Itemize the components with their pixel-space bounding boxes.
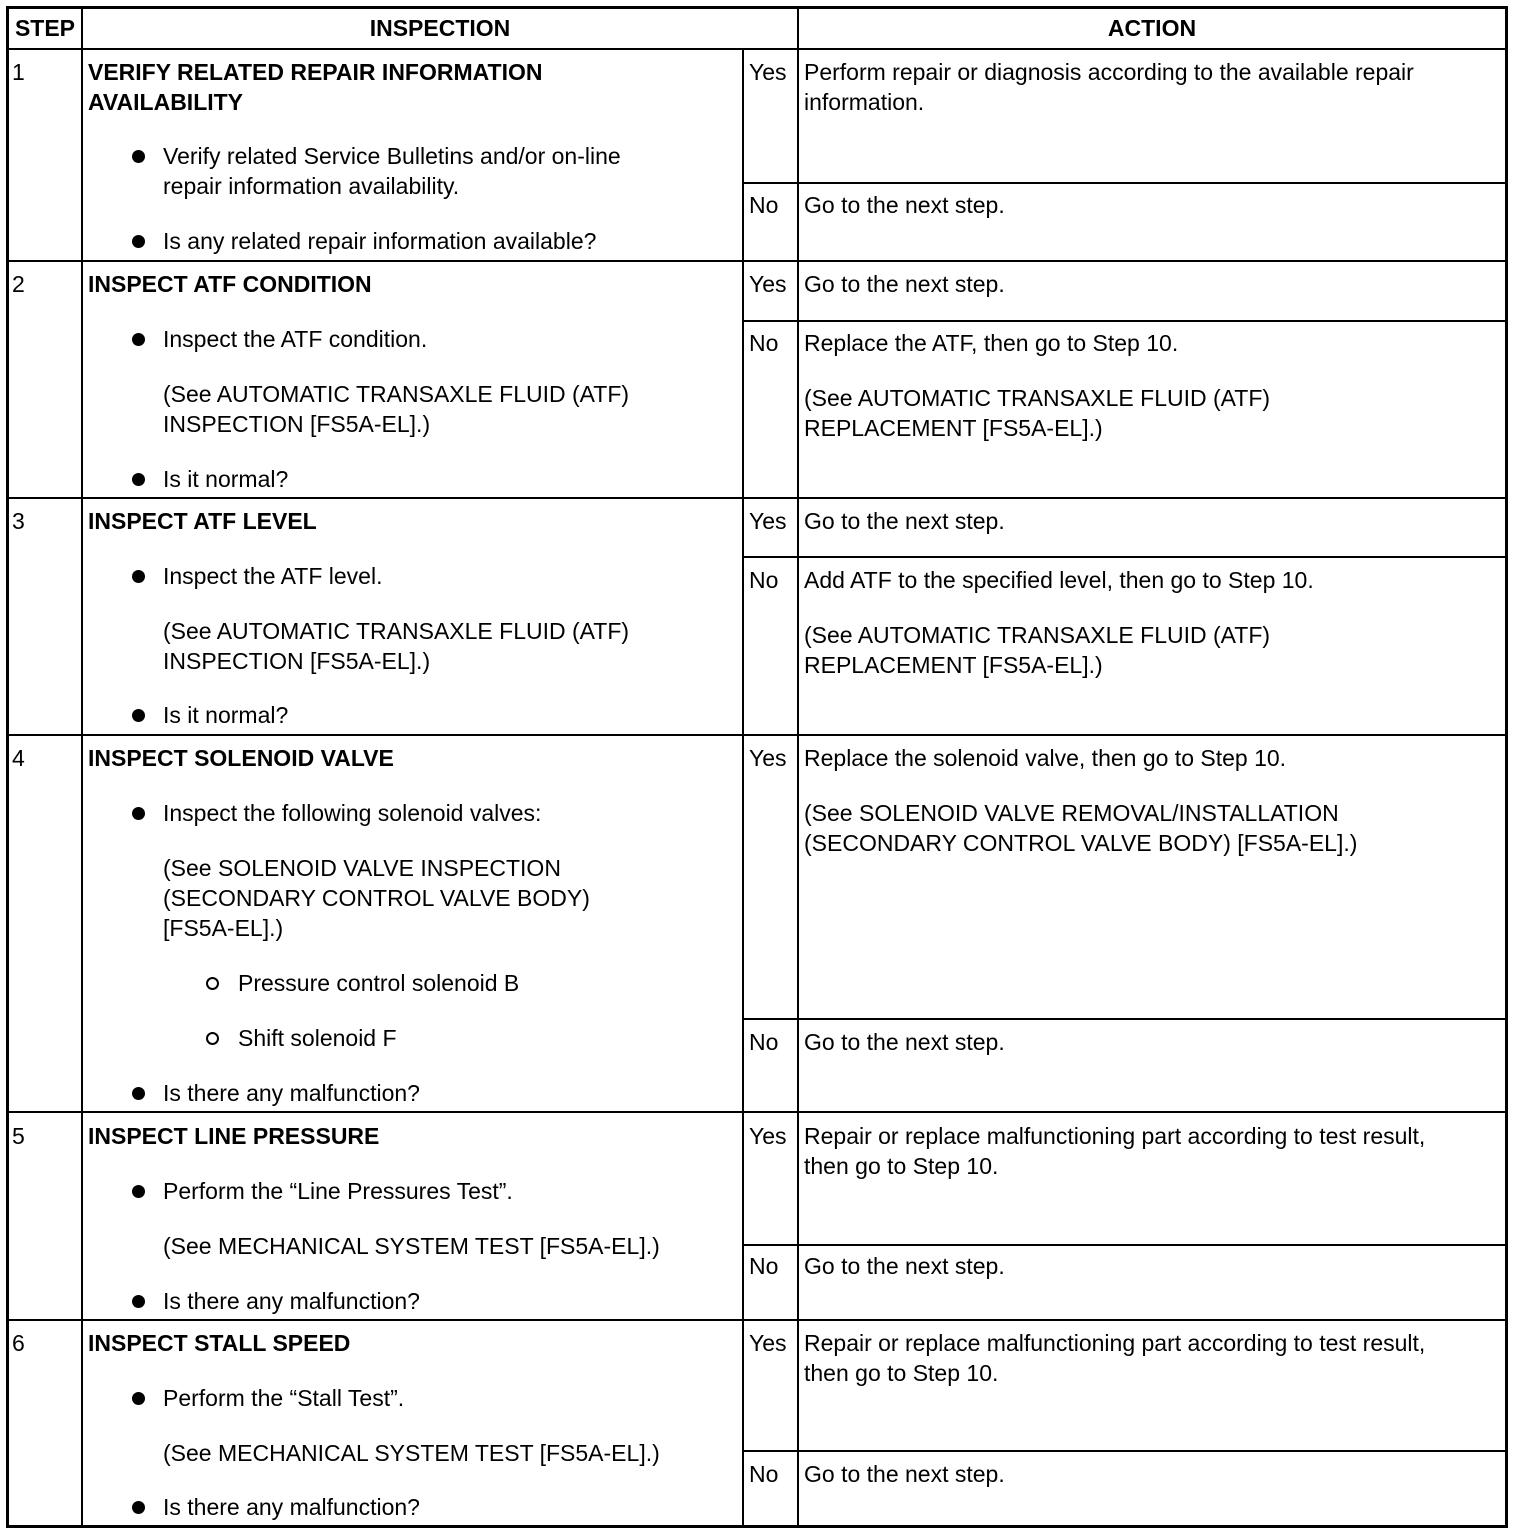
yes-label: Yes [749, 271, 787, 297]
bullet-icon [132, 1185, 145, 1198]
divider-yes-no-step-3 [742, 556, 1508, 558]
inspection-item: Is it normal? [163, 466, 289, 492]
inspection-item: Is there any malfunction? [163, 1494, 420, 1520]
no-action: Replace the ATF, then go to Step 10. [804, 330, 1179, 356]
no-label: No [749, 1253, 779, 1279]
no-action: Go to the next step. [804, 1253, 1005, 1279]
divider-yes-no-step-4 [742, 1018, 1508, 1020]
bullet-icon [132, 1087, 145, 1100]
yes-action: Replace the solenoid valve, then go to Step 10. [804, 745, 1287, 771]
table-border-bottom [6, 1525, 1508, 1528]
no-label: No [749, 1029, 779, 1055]
step-title: INSPECT SOLENOID VALVE [88, 745, 394, 771]
step-number: 5 [12, 1123, 25, 1149]
no-label: No [749, 1461, 779, 1487]
divider-yes-no-step-1 [742, 182, 1508, 184]
divider-step-3-4 [6, 734, 1508, 736]
step-title: VERIFY RELATED REPAIR INFORMATION AVAILABILITY [88, 59, 543, 115]
step-number: 6 [12, 1330, 25, 1356]
bullet-icon [132, 570, 145, 583]
divider-step-5-6 [6, 1319, 1508, 1321]
inspection-item: Is there any malfunction? [163, 1080, 420, 1106]
step-number: 2 [12, 271, 25, 297]
bullet-icon [132, 150, 145, 163]
step-title: INSPECT ATF CONDITION [88, 271, 372, 297]
header-action: ACTION [1107, 15, 1197, 41]
no-label: No [749, 567, 779, 593]
sub-bullet-icon [206, 1032, 219, 1045]
step-number: 3 [12, 508, 25, 534]
yes-action-reference: (See SOLENOID VALVE REMOVAL/INSTALLATION (SECONDARY CONTROL VALVE BODY) [FS5A-EL].) [804, 800, 1358, 856]
bullet-icon [132, 709, 145, 722]
no-action: Go to the next step. [804, 1461, 1005, 1487]
no-label: No [749, 192, 779, 218]
no-action: Add ATF to the specified level, then go to Step 10. [804, 567, 1314, 593]
inspection-reference: (See AUTOMATIC TRANSAXLE FLUID (ATF) INSPECTION [FS5A-EL].) [163, 381, 630, 437]
divider-yes-no-step-2 [742, 320, 1508, 322]
bullet-icon [132, 473, 145, 486]
header-step: STEP [14, 15, 76, 41]
yes-action: Perform repair or diagnosis according to the available repair information. [804, 59, 1414, 115]
table-border-right [1505, 6, 1508, 1528]
table-border-top [6, 6, 1508, 9]
divider-header [6, 48, 1508, 50]
step-title: INSPECT STALL SPEED [88, 1330, 351, 1356]
yes-action: Go to the next step. [804, 271, 1005, 297]
bullet-icon [132, 807, 145, 820]
bullet-icon [132, 1295, 145, 1308]
divider-step-4-5 [6, 1111, 1508, 1113]
inspection-item: Inspect the ATF level. [163, 563, 383, 589]
inspection-sub-item: Pressure control solenoid B [238, 970, 520, 996]
inspection-reference: (See SOLENOID VALVE INSPECTION (SECONDARY CONTROL VALVE BODY) [FS5A-EL].) [163, 855, 590, 941]
no-action: Go to the next step. [804, 192, 1005, 218]
divider-step-column [81, 6, 83, 1528]
table-border-left [6, 6, 9, 1528]
inspection-reference: (See MECHANICAL SYSTEM TEST [FS5A-EL].) [163, 1440, 660, 1466]
inspection-item: Is any related repair information available? [163, 228, 597, 254]
bullet-icon [132, 333, 145, 346]
header-inspection: INSPECTION [369, 15, 511, 41]
step-title: INSPECT LINE PRESSURE [88, 1123, 380, 1149]
step-number: 1 [12, 59, 25, 85]
bullet-icon [132, 1392, 145, 1405]
divider-step-1-2 [6, 260, 1508, 262]
yes-label: Yes [749, 745, 787, 771]
yes-label: Yes [749, 508, 787, 534]
yes-action: Repair or replace malfunctioning part according to test result, then go to Step 10. [804, 1123, 1426, 1179]
divider-yes-no-step-6 [742, 1450, 1508, 1452]
divider-yes-no-step-5 [742, 1244, 1508, 1246]
no-label: No [749, 330, 779, 356]
yes-action: Repair or replace malfunctioning part according to test result, then go to Step 10. [804, 1330, 1426, 1386]
yes-label: Yes [749, 1123, 787, 1149]
step-title: INSPECT ATF LEVEL [88, 508, 317, 534]
inspection-reference: (See MECHANICAL SYSTEM TEST [FS5A-EL].) [163, 1233, 660, 1259]
inspection-item: Perform the “Line Pressures Test”. [163, 1178, 513, 1204]
inspection-item: Is it normal? [163, 702, 289, 728]
inspection-reference: (See AUTOMATIC TRANSAXLE FLUID (ATF) INSPECTION [FS5A-EL].) [163, 618, 630, 674]
inspection-item: Perform the “Stall Test”. [163, 1385, 405, 1411]
step-number: 4 [12, 745, 25, 771]
no-action: Go to the next step. [804, 1029, 1005, 1055]
divider-action-column [797, 6, 799, 1528]
bullet-icon [132, 235, 145, 248]
bullet-icon [132, 1501, 145, 1514]
inspection-item: Inspect the following solenoid valves: [163, 800, 542, 826]
divider-yes-no-column [742, 49, 744, 1528]
yes-label: Yes [749, 59, 787, 85]
yes-action: Go to the next step. [804, 508, 1005, 534]
divider-step-2-3 [6, 497, 1508, 499]
no-action-reference: (See AUTOMATIC TRANSAXLE FLUID (ATF) REPLACEMENT [FS5A-EL].) [804, 622, 1271, 678]
inspection-item: Is there any malfunction? [163, 1288, 420, 1314]
inspection-item: Verify related Service Bulletins and/or on-line repair information availability. [163, 143, 621, 199]
inspection-item: Inspect the ATF condition. [163, 326, 428, 352]
yes-label: Yes [749, 1330, 787, 1356]
sub-bullet-icon [206, 977, 219, 990]
inspection-sub-item: Shift solenoid F [238, 1025, 397, 1051]
no-action-reference: (See AUTOMATIC TRANSAXLE FLUID (ATF) REPLACEMENT [FS5A-EL].) [804, 385, 1271, 441]
